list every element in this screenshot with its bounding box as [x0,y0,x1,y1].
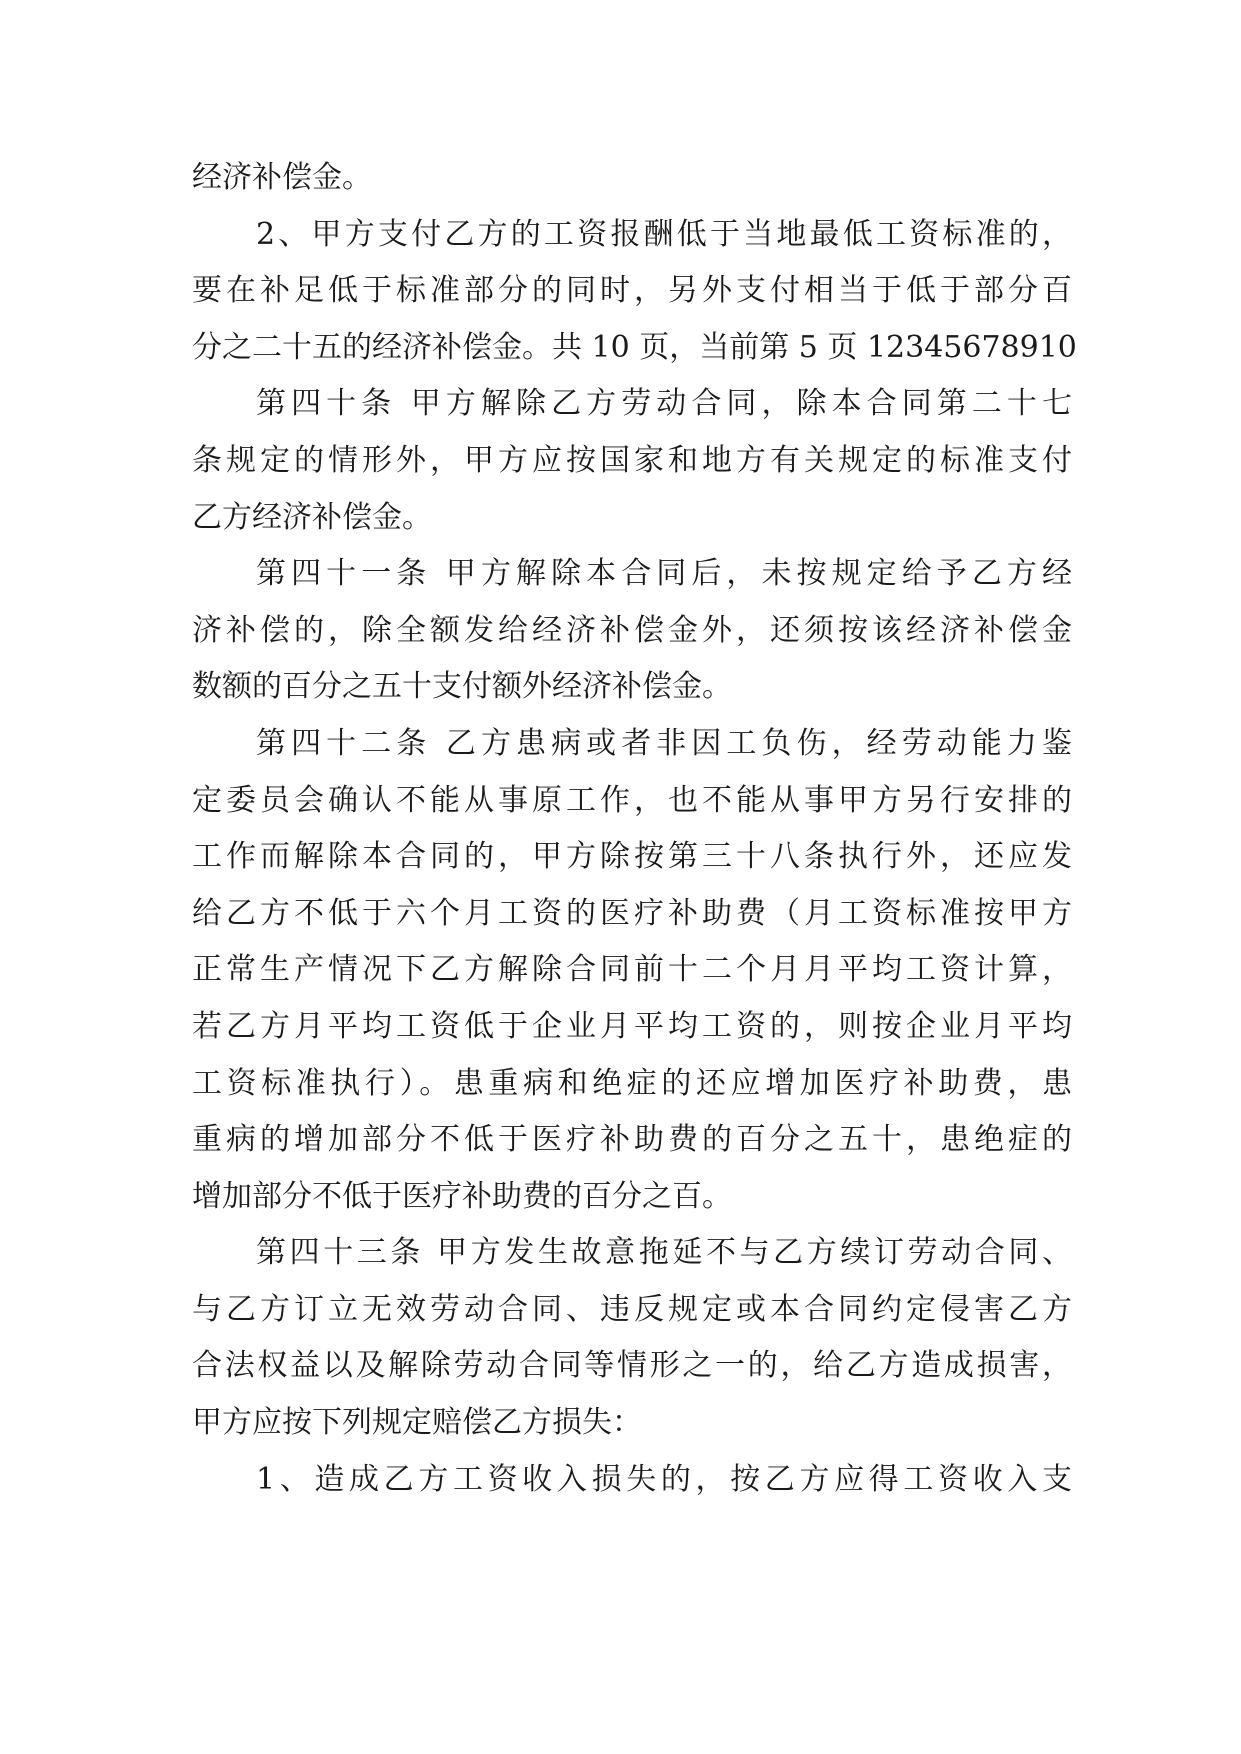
article-43-line: 第四十三条 甲方发生故意拖延不与乙方续订劳动合同、 [256,1235,1072,1271]
paragraph-line: 经济补偿金。 [192,160,372,195]
paragraph-line: 1、造成乙方工资收入损失的，按乙方应得工资收入支 [256,1461,1072,1497]
contract-body [192,150,1077,1508]
paragraph-line: 2、甲方支付乙方的工资报酬低于当地最低工资标准的， [256,216,1072,252]
article-40-line: 第四十条 甲方解除乙方劳动合同，除本合同第二十七 [256,386,1072,422]
paragraph-line: 乙方经济补偿金。 [192,499,432,535]
paragraph-line: 要在补足低于标准部分的同时，另外支付相当于低于部分百 [192,273,1072,309]
paragraph-line: 给乙方不低于六个月工资的医疗补助费（月工资标准按甲方 [192,895,1072,931]
paragraph-line: 正常生产情况下乙方解除合同前十二个月月平均工资计算， [192,952,1072,988]
paragraph-line: 甲方应按下列规定赔偿乙方损失： [192,1405,642,1441]
paragraph-line: 条规定的情形外，甲方应按国家和地方有关规定的标准支付 [192,442,1072,478]
paragraph-line: 重病的增加部分不低于医疗补助费的百分之五十，患绝症的 [192,1122,1072,1158]
paragraph-line: 济补偿的，除全额发给经济补偿金外，还须按该经济补偿金 [192,612,1072,648]
paragraph-line: 工资标准执行）。患重病和绝症的还应增加医疗补助费，患 [192,1065,1072,1101]
paragraph-line: 定委员会确认不能从事原工作，也不能从事甲方另行安排的 [192,782,1072,818]
paragraph-line: 增加部分不低于医疗补助费的百分之百。 [192,1178,732,1214]
article-41-line: 第四十一条 甲方解除本合同后，未按规定给予乙方经 [256,556,1072,592]
paragraph-line: 与乙方订立无效劳动合同、违反规定或本合同约定侵害乙方 [192,1291,1072,1327]
paragraph-line: 数额的百分之五十支付额外经济补偿金。 [192,669,732,705]
paragraph-line: 分之二十五的经济补偿金。共 10 页，当前第 5 页 12345678910 [192,329,1077,365]
paragraph-line: 若乙方月平均工资低于企业月平均工资的，则按企业月平均 [192,1008,1072,1044]
article-42-line: 第四十二条 乙方患病或者非因工负伤，经劳动能力鉴 [256,725,1072,761]
paragraph-line: 合法权益以及解除劳动合同等情形之一的，给乙方造成损害， [192,1348,1072,1384]
paragraph-line: 工作而解除本合同的，甲方除按第三十八条执行外，还应发 [192,839,1072,875]
